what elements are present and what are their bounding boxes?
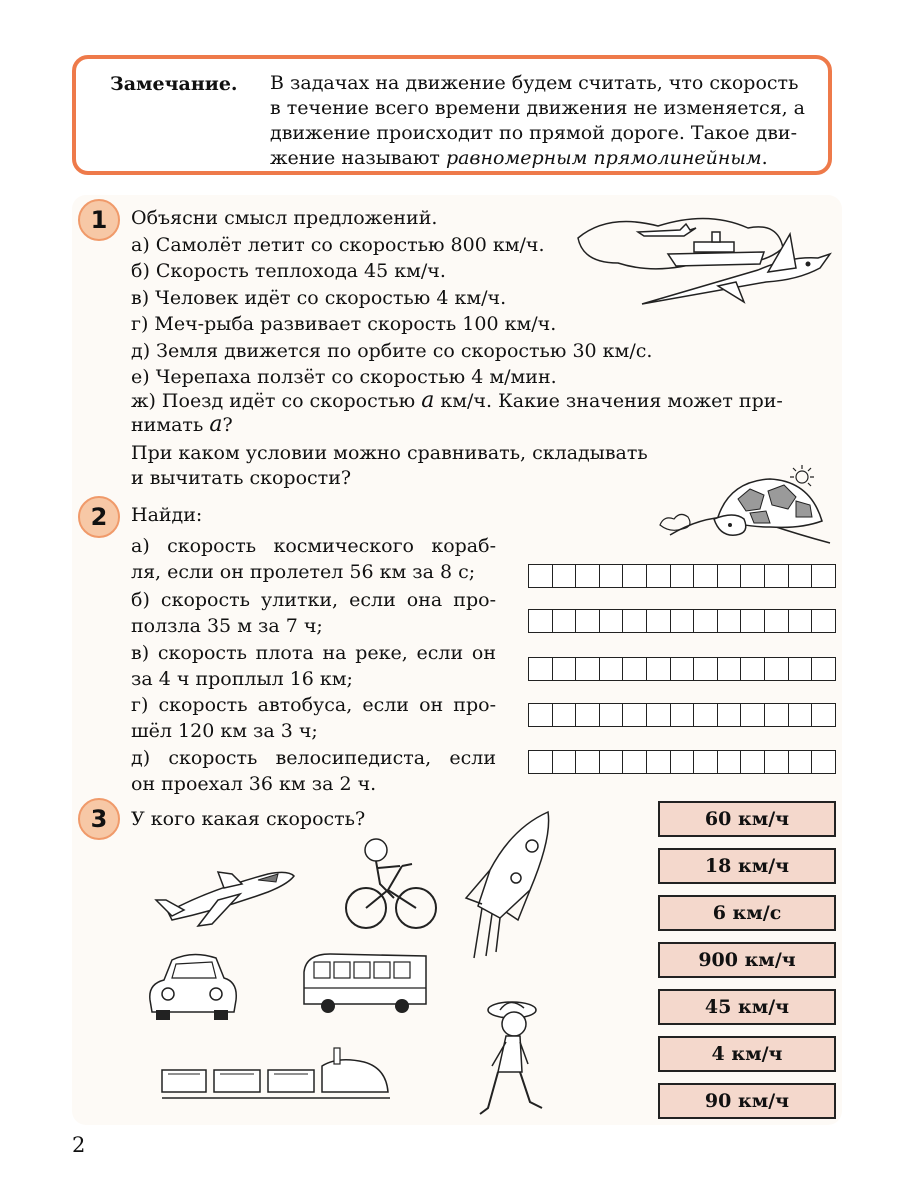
task1-question: При каком условии можно сравнивать, складывать: [131, 442, 648, 464]
remark-italic-term: равномерным прямолинейным: [445, 147, 762, 169]
task1-item-zh-line2: [131, 412, 233, 439]
speed-card[interactable]: 45 км/ч: [658, 989, 836, 1025]
task1-item: е) Черепаха ползёт со скоростью 4 м/мин.: [131, 366, 557, 388]
task1-text-part: км/ч. Какие значения может при-: [434, 390, 783, 412]
task1-text-part: нимать: [131, 414, 210, 436]
remark-line-end: .: [761, 147, 768, 169]
task2-item-line: [131, 745, 496, 772]
page-number: 2: [72, 1133, 86, 1157]
task1-intro: Объясни смысл предложений.: [131, 207, 438, 229]
answer-grid[interactable]: [528, 750, 836, 774]
task2-item-text: д) скорость велосипедиста, если: [131, 747, 496, 769]
speed-card[interactable]: 6 км/с: [658, 895, 836, 931]
walking-man-picture[interactable]: [470, 996, 560, 1124]
task2-item-text: в) скорость плота на реке, если он: [131, 642, 496, 664]
speed-card[interactable]: 900 км/ч: [658, 942, 836, 978]
answer-grid[interactable]: [528, 564, 836, 588]
task2-item-line: ля, если он пролетел 56 км за 8 с;: [131, 561, 476, 583]
remark-line: движение происходит по прямой дороге. Такое дви-: [270, 122, 797, 144]
task1-item: г) Меч-рыба развивает скорость 100 км/ч.: [131, 313, 557, 335]
task1-item-zh-text: [131, 388, 783, 415]
task2-item-line: за 4 ч проплыл 16 км;: [131, 668, 353, 690]
task1-question: и вычитать скорости?: [131, 467, 352, 489]
bus-picture[interactable]: [300, 950, 432, 1016]
task2-item-line: он проехал 36 км за 2 ч.: [131, 773, 377, 795]
variable-a: a: [421, 388, 435, 413]
remark-line: [270, 146, 818, 171]
task3-question: У кого какая скорость?: [131, 808, 366, 830]
task2-item-line: [131, 533, 496, 560]
task2-intro: Найди:: [131, 504, 203, 526]
car-picture[interactable]: [142, 950, 242, 1024]
task1-item: д) Земля движется по орбите со скоростью 30 км/с.: [131, 339, 653, 362]
task2-item-line: [131, 640, 496, 667]
remark-box: [72, 55, 832, 175]
task2-item-line: шёл 120 км за 3 ч;: [131, 720, 318, 742]
answer-grid[interactable]: [528, 609, 836, 633]
plane-ship-swordfish-illustration: [568, 208, 838, 310]
rocket-picture[interactable]: [460, 808, 560, 968]
task2-item-line: [131, 692, 496, 719]
answer-grid[interactable]: [528, 657, 836, 681]
remark-text: [270, 71, 818, 171]
task1-item: б) Скорость теплохода 45 км/ч.: [131, 260, 446, 282]
task2-item-text: а) скорость космического кораб-: [131, 535, 496, 557]
speed-card[interactable]: 90 км/ч: [658, 1083, 836, 1119]
speed-card[interactable]: 18 км/ч: [658, 848, 836, 884]
airplane-picture[interactable]: [148, 860, 298, 930]
task1-text-part: ?: [222, 414, 233, 436]
train-picture[interactable]: [158, 1044, 394, 1104]
task2-item-text: б) скорость улитки, если она про-: [131, 589, 496, 611]
speed-card[interactable]: 60 км/ч: [658, 801, 836, 837]
variable-a: a: [209, 412, 223, 437]
task1-text-part: ж) Поезд идёт со скоростью: [131, 390, 422, 412]
remark-title: Замечание.: [110, 73, 238, 95]
task1-item: в) Человек идёт со скоростью 4 км/ч.: [131, 286, 507, 309]
remark-line: В задачах на движение будем считать, что скорость: [270, 72, 799, 94]
task1-item-zh: [131, 388, 833, 415]
cyclist-picture[interactable]: [340, 836, 440, 932]
remark-line: в течение всего времени движения не изменяется, а: [270, 97, 805, 119]
remark-line-text: жение называют: [270, 147, 446, 169]
task-number-badge: 3: [78, 798, 120, 840]
speed-card[interactable]: 4 км/ч: [658, 1036, 836, 1072]
task-number-badge: 2: [78, 496, 120, 538]
task2-item-line: ползла 35 м за 7 ч;: [131, 615, 323, 637]
task2-item-text: г) скорость автобуса, если он про-: [131, 694, 496, 716]
task1-item: а) Самолёт летит со скоростью 800 км/ч.: [131, 233, 545, 256]
task2-item-line: [131, 587, 496, 614]
task-number-badge: 1: [78, 199, 120, 241]
answer-grid[interactable]: [528, 703, 836, 727]
turtle-illustration: [650, 465, 835, 555]
